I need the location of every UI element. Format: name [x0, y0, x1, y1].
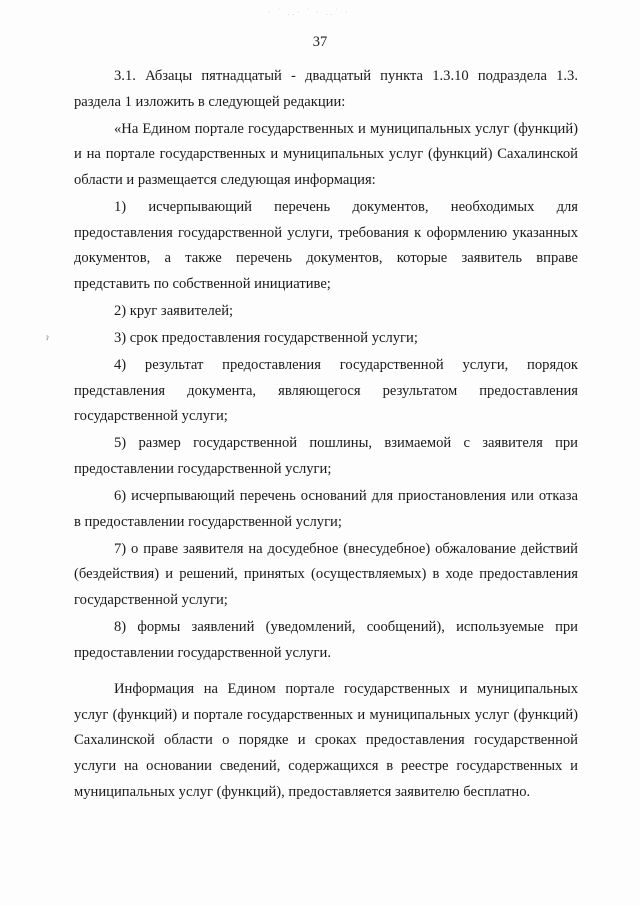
paragraph-portal-info: «На Едином портале государственных и муниципальных услуг (функций) и на портале государственных и муниципальных услуг (функций) Сахалинской области и размещается следующая информация: [74, 120, 578, 188]
list-item-3: 3) срок предоставления государственной услуги; [114, 329, 418, 346]
list-item-2: 2) круг заявителей; [114, 302, 234, 319]
paragraph-free-of-charge: Информация на Едином портале государственных и муниципальных услуг (функций) и портале государственных и муниципальных услуг (функций) Сахалинской области о порядке и сроках предоставления государственной услуги на основании сведений, содержащихся в реестре государственных и муниципальных услуг (функций), предоставляется заявителю бесплатно. [74, 681, 578, 800]
list-item-8: 8) формы заявлений (уведомлений, сообщений), используемые при предоставлении государственной услуги. [74, 618, 578, 661]
list-item-4: 4) результат предоставления государственной услуги, порядок представления документа, являющегося результатом предоставления государственной услуги; [74, 357, 578, 425]
body-text [74, 64, 578, 807]
list-item-5: 5) размер государственной пошлины, взимаемой с заявителя при предоставлении государственной услуги; [74, 435, 578, 477]
list-item-1: 1) исчерпывающий перечень документов, необходимых для предоставления государственной услуги, требования к оформлению указанных документов, а также перечень документов, которые заявитель вправе представить по собственной инициативе; [74, 198, 578, 292]
margin-mark: ˀ [46, 335, 49, 346]
page-number: 37 [312, 34, 328, 50]
list-item-6: 6) исчерпывающий перечень оснований для приостановления или отказа в предоставлении государственной услуги; [74, 488, 578, 530]
list-item-7: 7) о праве заявителя на досудебное (внесудебное) обжалование действий (бездействия) и решений, принятых (осуществляемых) в ходе предоставления государственной услуги; [74, 540, 578, 608]
scan-noise: · ˙ ..· ˙ · ..˙ · [268, 8, 350, 17]
paragraph-amendment-intro: 3.1. Абзацы пятнадцатый - двадцатый пункта 1.3.10 подраздела 1.3. раздела 1 изложить в следующей редакции: [74, 68, 578, 110]
